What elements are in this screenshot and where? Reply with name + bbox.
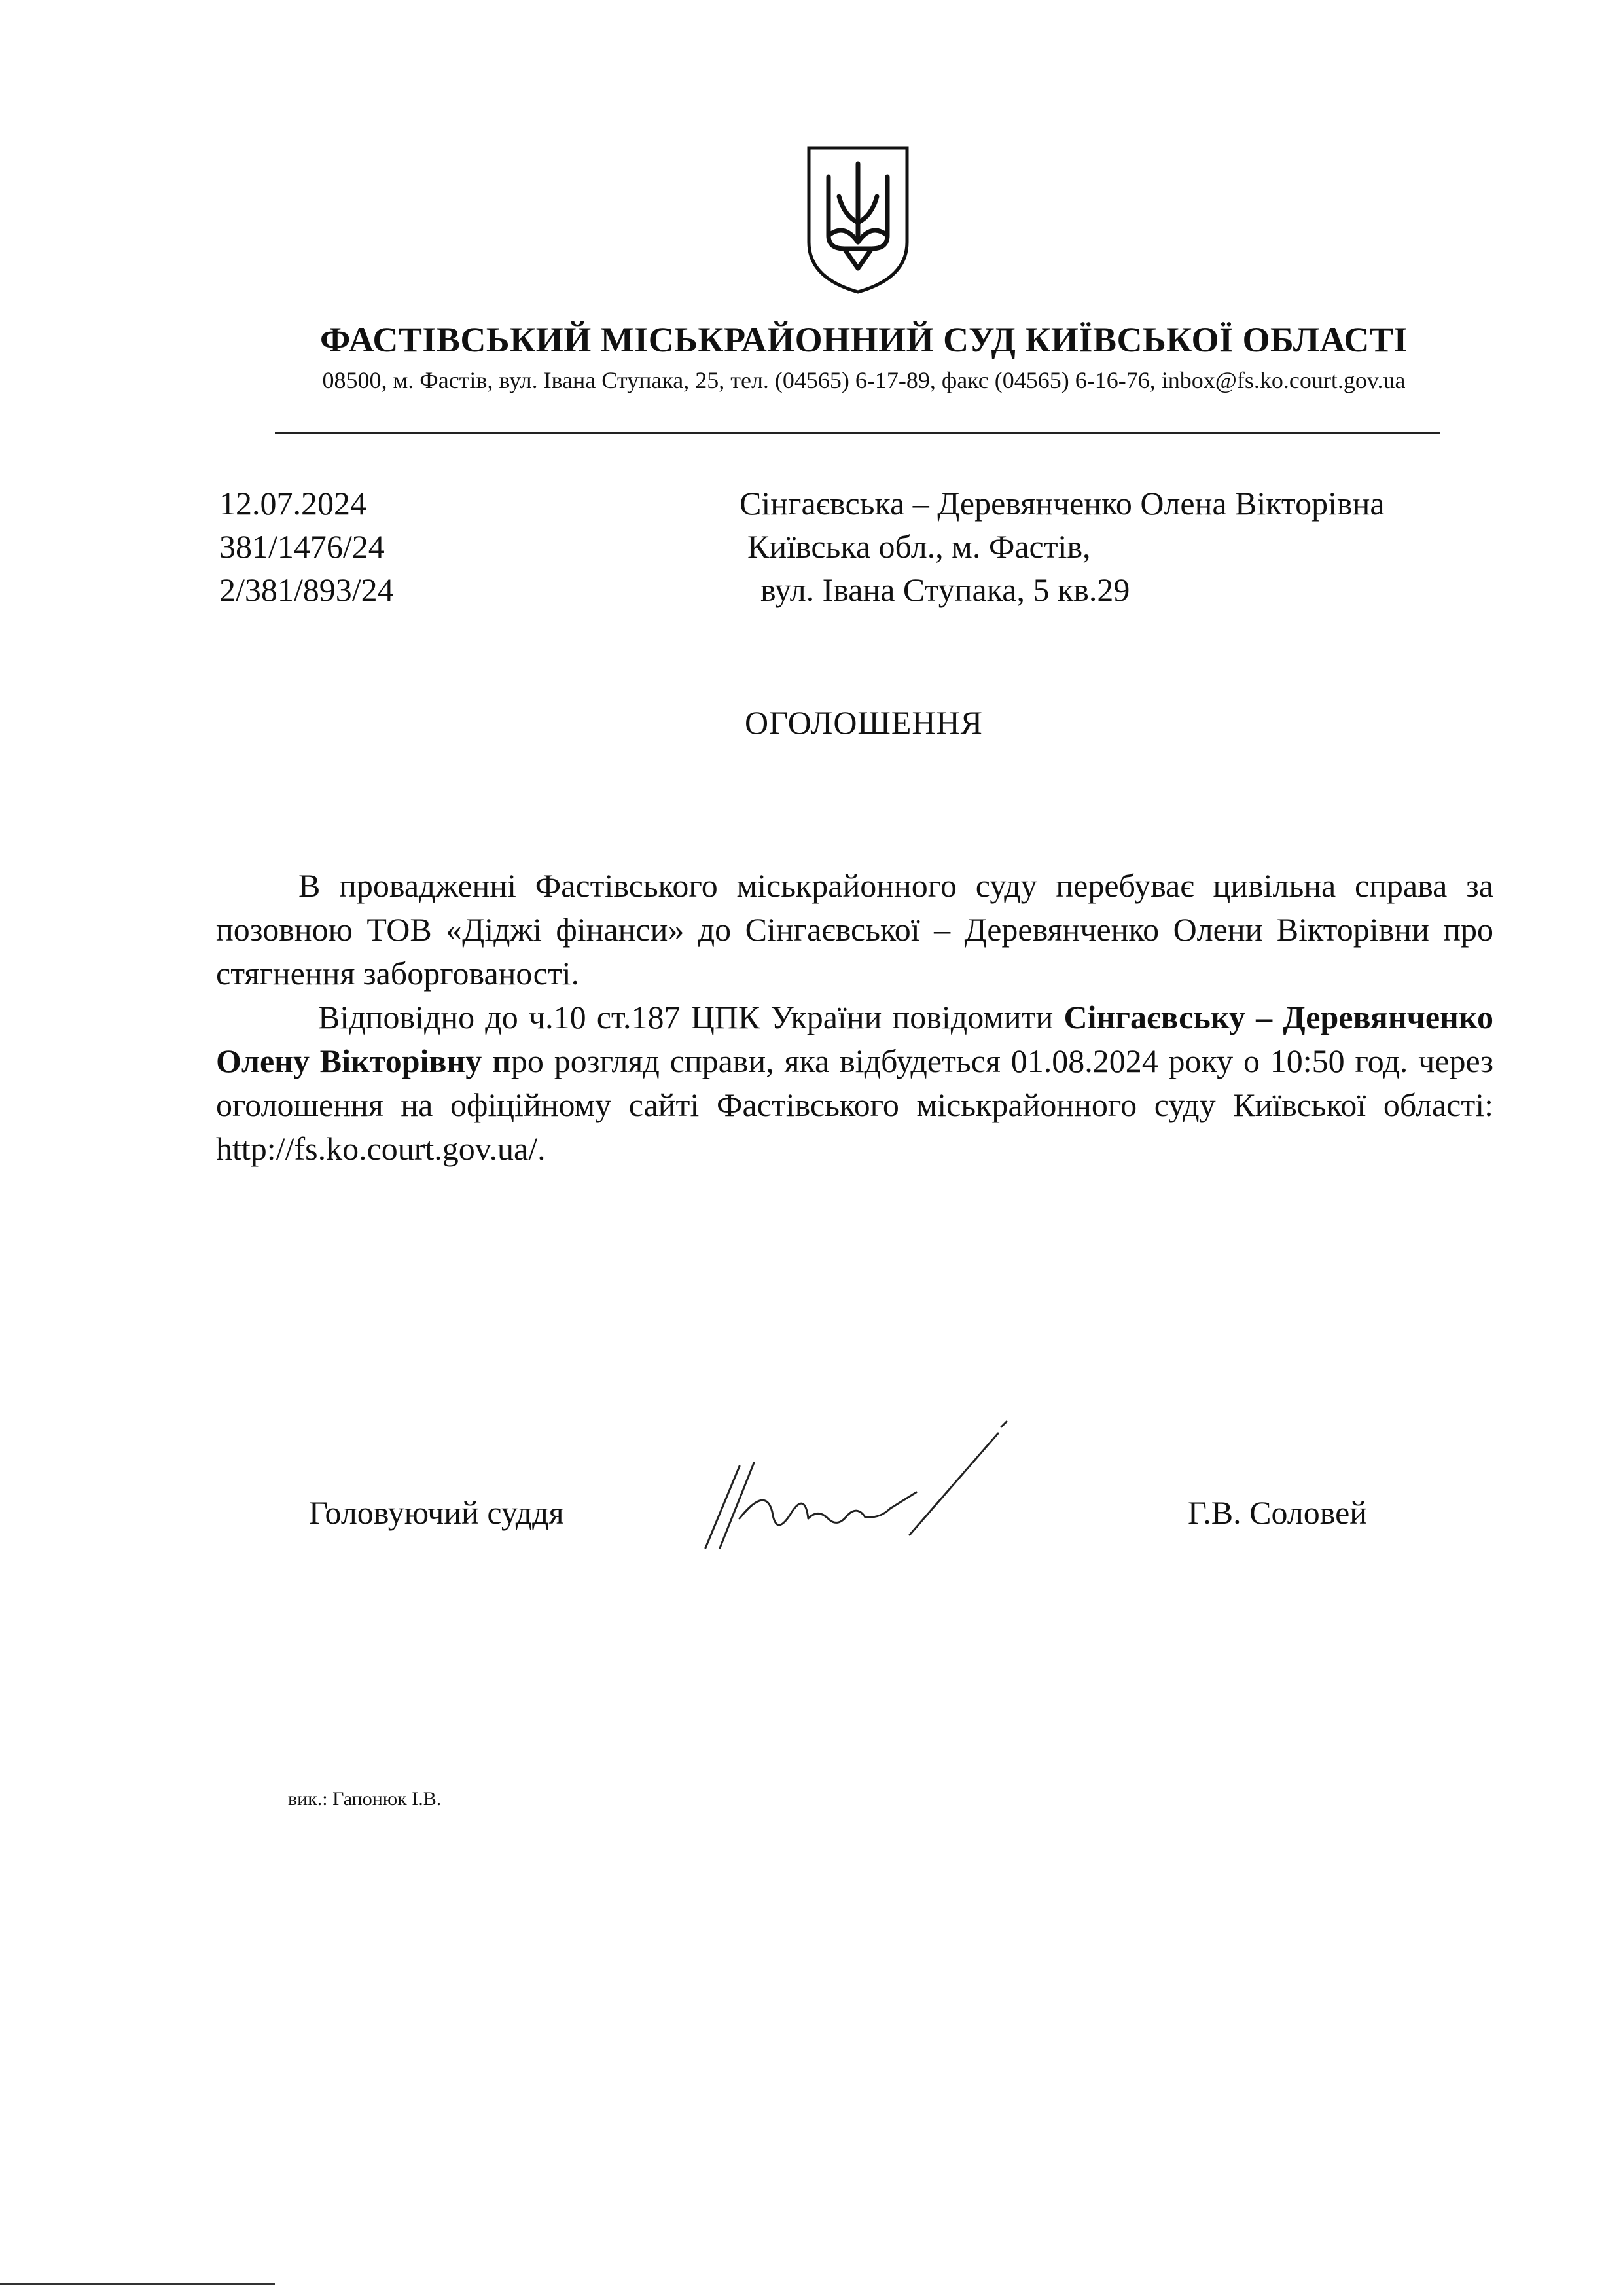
court-contacts: 08500, м. Фастів, вул. Івана Ступака, 25, тел. (04565) 6-17-89, факс (04565) 6-16-76, inbox@fs.ko.court.gov.ua [322, 367, 1406, 393]
recipient-name: Сінгаєвська – Деревянченко Олена Вікторівна [740, 485, 1385, 522]
notice-title: ОГОЛОШЕННЯ [745, 704, 983, 741]
executor-note: вик.: Гапонюк І.В. [288, 1788, 442, 1810]
body-paragraph-2 [216, 996, 1493, 1171]
trident-coat-of-arms-icon [805, 144, 911, 295]
judge-name: Г.В. Соловей [1188, 1494, 1368, 1531]
recipient-address-line-1: Київська обл., м. Фастів, [747, 528, 1091, 565]
body-paragraph-2-lead: Відповідно до ч.10 ст.187 ЦПК України повідомити [318, 999, 1064, 1035]
notice-body [216, 864, 1493, 1171]
recipient-block [740, 482, 1385, 611]
body-paragraph-2-rest: ро розгляд справи, яка відбудеться 01.08.2024 року о 10:50 год. через оголошення на офіційному сайті Фастівського міськрайонного суду Київської області: http://fs.ko.court.gov.ua/. [216, 1043, 1493, 1167]
scan-edge-line [0, 2283, 275, 2285]
case-number: 381/1476/24 [219, 528, 385, 565]
body-paragraph-1: В провадженні Фастівського міськрайонного суду перебуває цивільна справа за позовною ТОВ «Діджі фінанси» до Сінгаєвської – Деревянченко Олени Вікторівни про стягнення заборгованості. [216, 867, 1493, 992]
recipient-address-line-2: вул. Івана Ступака, 5 кв.29 [760, 571, 1130, 608]
court-name: ФАСТІВСЬКИЙ МІСЬКРАЙОННИЙ СУД КИЇВСЬКОЇ ОБЛАСТІ [320, 320, 1408, 359]
document-meta [219, 482, 394, 611]
proceeding-number: 2/381/893/24 [219, 571, 394, 608]
document-date: 12.07.2024 [219, 485, 366, 522]
defendant-name-bold: Сінгаєвську – Деревянченко Олену Вікторівну п [216, 999, 1493, 1079]
judge-role: Головуючий суддя [309, 1494, 564, 1531]
handwritten-signature-icon [694, 1388, 1021, 1558]
header-divider [275, 432, 1440, 434]
